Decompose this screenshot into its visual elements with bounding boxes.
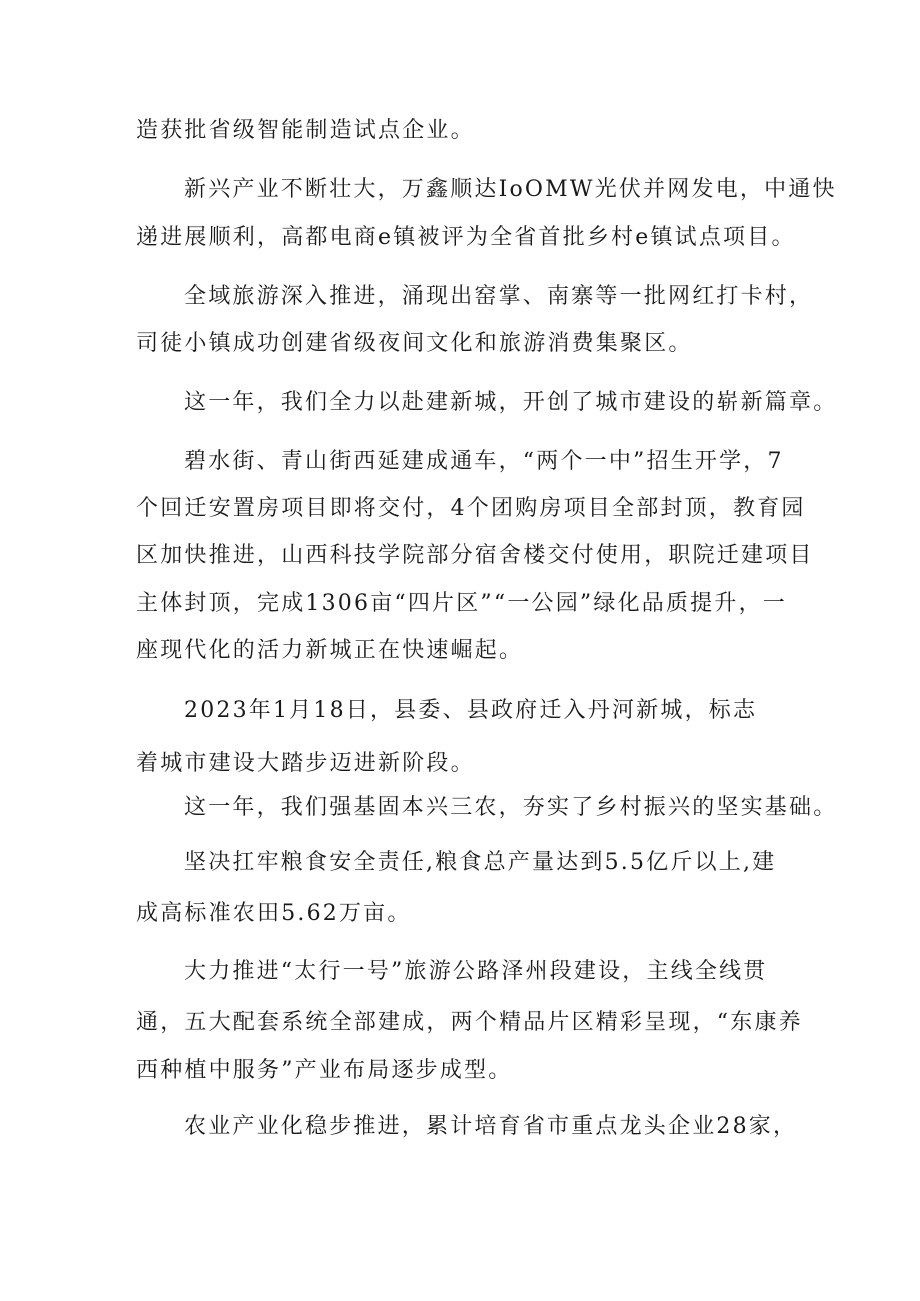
- paragraph-5-line-4: 主体封顶，完成1306亩“四片区”“一公园”绿化品质提升，一: [136, 591, 787, 616]
- paragraph-5-line-2: 个回迁安置房项目即将交付，4个团购房项目全部封顶，教育园: [136, 496, 806, 521]
- paragraph-6-line-1: 2023年1月18日，县委、县政府迁入丹河新城，标志: [184, 698, 758, 723]
- paragraph-10-line-1: 农业产业化稳步推进，累计培育省市重点龙头企业28家，: [184, 1114, 798, 1139]
- paragraph-7-line-1: 这一年，我们强基固本兴三农，夯实了乡村振兴的坚实基础。: [184, 795, 838, 820]
- paragraph-3-line-1: 全域旅游深入推进，涌现出窑掌、南寨等一批网红打卡村，: [184, 284, 814, 309]
- paragraph-8-line-1: 坚决扛牢粮食安全责任,粮食总产量达到5.5亿斤以上,建: [184, 850, 777, 875]
- paragraph-9-line-3: 西种植中服务”产业布局逐步成型。: [136, 1058, 513, 1083]
- paragraph-5-line-1: 碧水街、青山街西延建成通车，“两个一中”招生开学，7: [184, 449, 784, 474]
- paragraph-6-line-2: 着城市建设大踏步迈进新阶段。: [136, 751, 475, 776]
- paragraph-2-line-1: 新兴产业不断壮大，万鑫顺达IoOMW光伏并网发电，中通快: [184, 177, 837, 202]
- paragraph-5-line-5: 座现代化的活力新城正在快速崛起。: [136, 638, 524, 663]
- paragraph-4-line-1: 这一年，我们全力以赴建新城，开创了城市建设的崭新篇章。: [184, 390, 838, 415]
- paragraph-8-line-2: 成高标准农田5.62万亩。: [136, 901, 412, 926]
- paragraph-9-line-1: 大力推进“太行一号”旅游公路泽州段建设，主线全线贯: [184, 959, 768, 984]
- paragraph-3-line-2: 司徒小镇成功创建省级夜间文化和旅游消费集聚区。: [136, 331, 693, 356]
- paragraph-1-line-1: 造获批省级智能制造试点企业。: [136, 118, 475, 143]
- paragraph-9-line-2: 通，五大配套系统全部建成，两个精品片区精彩呈现，“东康养: [136, 1010, 803, 1035]
- paragraph-2-line-2: 递进展顺利，高都电商e镇被评为全省首批乡村e镇试点项目。: [136, 225, 796, 250]
- paragraph-5-line-3: 区加快推进，山西科技学院部分宿舍楼交付使用，职院迁建项目: [136, 543, 814, 568]
